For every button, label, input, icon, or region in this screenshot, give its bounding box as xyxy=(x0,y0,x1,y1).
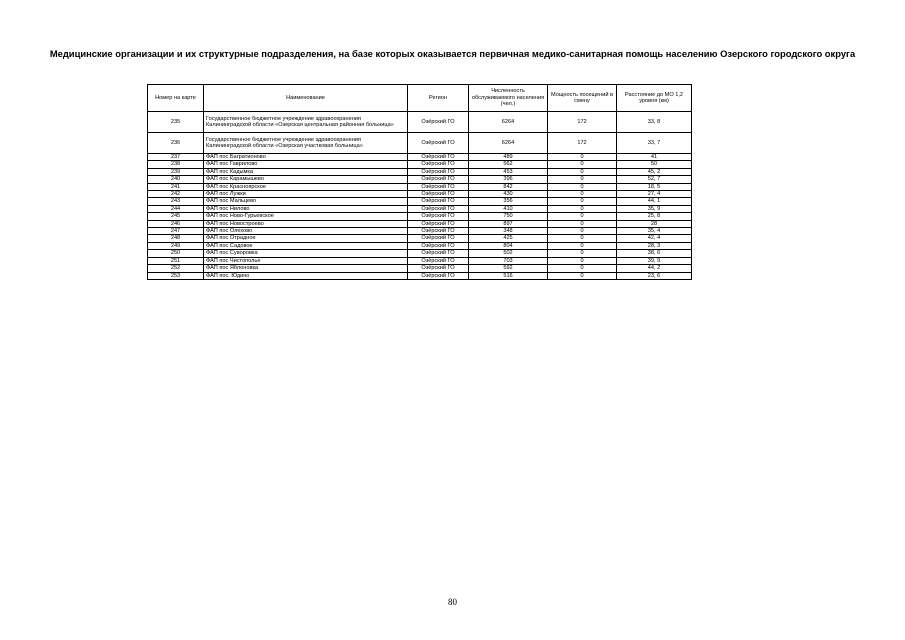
table-row xyxy=(148,250,692,257)
cell-region: Озёрский ГО xyxy=(408,257,469,264)
cell-population: 425 xyxy=(469,235,548,242)
cell-num: 242 xyxy=(148,191,204,198)
cell-name: ФАП пос. Юдино xyxy=(204,272,408,279)
cell-population: 489 xyxy=(469,154,548,161)
cell-region: Озёрский ГО xyxy=(408,161,469,168)
cell-region: Озёрский ГО xyxy=(408,250,469,257)
cell-region: Озёрский ГО xyxy=(408,198,469,205)
cell-distance: 45, 2 xyxy=(617,168,692,175)
cell-distance: 25, 8 xyxy=(617,213,692,220)
cell-population: 750 xyxy=(469,213,548,220)
cell-region: Озёрский ГО xyxy=(408,154,469,161)
cell-capacity: 0 xyxy=(548,161,617,168)
cell-distance: 50 xyxy=(617,161,692,168)
cell-capacity: 0 xyxy=(548,154,617,161)
cell-distance: 35, 4 xyxy=(617,228,692,235)
table-row xyxy=(148,154,692,161)
cell-population: 502 xyxy=(469,250,548,257)
cell-name: ФАП пос Кадымка xyxy=(204,168,408,175)
cell-num: 249 xyxy=(148,242,204,249)
cell-num: 241 xyxy=(148,183,204,190)
header-name: Наименование xyxy=(204,85,408,112)
cell-capacity: 0 xyxy=(548,205,617,212)
cell-num: 236 xyxy=(148,133,204,154)
cell-capacity: 0 xyxy=(548,272,617,279)
table-row xyxy=(148,265,692,272)
cell-num: 243 xyxy=(148,198,204,205)
cell-num: 240 xyxy=(148,176,204,183)
cell-region: Озёрский ГО xyxy=(408,213,469,220)
cell-population: 562 xyxy=(469,161,548,168)
table-row xyxy=(148,176,692,183)
cell-distance: 33, 7 xyxy=(617,133,692,154)
cell-num: 253 xyxy=(148,272,204,279)
cell-capacity: 0 xyxy=(548,265,617,272)
cell-distance: 23, 6 xyxy=(617,272,692,279)
cell-region: Озёрский ГО xyxy=(408,176,469,183)
table-row xyxy=(148,161,692,168)
cell-region: Озёрский ГО xyxy=(408,265,469,272)
cell-population: 703 xyxy=(469,257,548,264)
cell-region: Озёрский ГО xyxy=(408,272,469,279)
table-row xyxy=(148,242,692,249)
cell-capacity: 0 xyxy=(548,228,617,235)
cell-name: ФАП пос Чистополье xyxy=(204,257,408,264)
cell-distance: 38, 6 xyxy=(617,250,692,257)
cell-population: 516 xyxy=(469,272,548,279)
cell-population: 6264 xyxy=(469,133,548,154)
cell-distance: 52, 7 xyxy=(617,176,692,183)
table-row xyxy=(148,183,692,190)
cell-region: Озёрский ГО xyxy=(408,168,469,175)
table-row xyxy=(148,133,692,154)
header-distance: Расстояние до МО 1,2 уровня (км) xyxy=(617,85,692,112)
cell-distance: 35, 9 xyxy=(617,205,692,212)
cell-population: 897 xyxy=(469,220,548,227)
cell-name: ФАП пос Новостроево xyxy=(204,220,408,227)
cell-num: 247 xyxy=(148,228,204,235)
cell-population: 804 xyxy=(469,242,548,249)
cell-num: 252 xyxy=(148,265,204,272)
cell-region: Озёрский ГО xyxy=(408,191,469,198)
cell-name: ФАП пос Карамышево xyxy=(204,176,408,183)
cell-region: Озёрский ГО xyxy=(408,183,469,190)
cell-num: 248 xyxy=(148,235,204,242)
cell-population: 396 xyxy=(469,176,548,183)
cell-capacity: 0 xyxy=(548,183,617,190)
cell-name: ФАП пос Лужки xyxy=(204,191,408,198)
cell-capacity: 0 xyxy=(548,250,617,257)
cell-num: 251 xyxy=(148,257,204,264)
cell-distance: 18, 5 xyxy=(617,183,692,190)
cell-region: Озёрский ГО xyxy=(408,133,469,154)
cell-name: ФАП пос Олехово xyxy=(204,228,408,235)
table-row xyxy=(148,205,692,212)
cell-name: ФАП пос Багратионово xyxy=(204,154,408,161)
table-row xyxy=(148,198,692,205)
cell-capacity: 172 xyxy=(548,133,617,154)
cell-population: 348 xyxy=(469,228,548,235)
cell-region: Озёрский ГО xyxy=(408,112,469,133)
cell-distance: 28, 3 xyxy=(617,242,692,249)
table-row xyxy=(148,213,692,220)
cell-population: 410 xyxy=(469,205,548,212)
header-num: Номер на карте xyxy=(148,85,204,112)
cell-region: Озёрский ГО xyxy=(408,242,469,249)
cell-name: ФАП пос Гаврилово xyxy=(204,161,408,168)
page-title: Медицинские организации и их структурные подразделения, на базе которых оказывается первичная медико-санитарная помощь населению Озерского городского округа xyxy=(49,48,856,59)
cell-capacity: 0 xyxy=(548,198,617,205)
cell-distance: 27, 4 xyxy=(617,191,692,198)
table-row xyxy=(148,272,692,279)
cell-region: Озёрский ГО xyxy=(408,220,469,227)
cell-num: 239 xyxy=(148,168,204,175)
cell-name: ФАП пос Отрадное xyxy=(204,235,408,242)
cell-name: ФАП пос Красноярское xyxy=(204,183,408,190)
table-row xyxy=(148,191,692,198)
cell-capacity: 0 xyxy=(548,220,617,227)
cell-region: Озёрский ГО xyxy=(408,205,469,212)
cell-population: 356 xyxy=(469,198,548,205)
cell-num: 237 xyxy=(148,154,204,161)
table-row xyxy=(148,168,692,175)
cell-name: ФАП пос Нилово xyxy=(204,205,408,212)
cell-capacity: 0 xyxy=(548,176,617,183)
cell-distance: 44, 2 xyxy=(617,265,692,272)
cell-capacity: 0 xyxy=(548,213,617,220)
cell-population: 6264 xyxy=(469,112,548,133)
cell-population: 842 xyxy=(469,183,548,190)
table-row xyxy=(148,228,692,235)
cell-num: 245 xyxy=(148,213,204,220)
cell-capacity: 0 xyxy=(548,242,617,249)
cell-distance: 42, 4 xyxy=(617,235,692,242)
cell-capacity: 0 xyxy=(548,235,617,242)
cell-name: ФАП пос Суворовка xyxy=(204,250,408,257)
cell-capacity: 0 xyxy=(548,168,617,175)
cell-name: Государственное бюджетное учреждение здравоохранения Калининградской области «Озерская участковая больница» xyxy=(204,133,408,154)
header-capacity: Мощность посещений в смену xyxy=(548,85,617,112)
cell-num: 246 xyxy=(148,220,204,227)
cell-population: 592 xyxy=(469,265,548,272)
table-row xyxy=(148,112,692,133)
cell-name: ФАП пос Садовое xyxy=(204,242,408,249)
cell-distance: 44, 1 xyxy=(617,198,692,205)
page-number: 80 xyxy=(448,597,457,607)
cell-capacity: 172 xyxy=(548,112,617,133)
table-row xyxy=(148,235,692,242)
header-region: Регион xyxy=(408,85,469,112)
table-row xyxy=(148,257,692,264)
cell-distance: 28 xyxy=(617,220,692,227)
cell-distance: 39, 9 xyxy=(617,257,692,264)
cell-num: 235 xyxy=(148,112,204,133)
cell-capacity: 0 xyxy=(548,191,617,198)
table-row xyxy=(148,220,692,227)
table-header-row xyxy=(148,85,692,112)
cell-name: ФАП пос Ново-Гурьевское xyxy=(204,213,408,220)
cell-name: Государственное бюджетное учреждение здравоохранения Калининградской области «Озерская центральная районная больница» xyxy=(204,112,408,133)
cell-region: Озёрский ГО xyxy=(408,235,469,242)
cell-population: 453 xyxy=(469,168,548,175)
cell-num: 250 xyxy=(148,250,204,257)
cell-num: 244 xyxy=(148,205,204,212)
cell-name: ФАП пос Мальцево xyxy=(204,198,408,205)
header-population: Численность обслуживаемого населения (чел.) xyxy=(469,85,548,112)
cell-region: Озёрский ГО xyxy=(408,228,469,235)
cell-distance: 33, 8 xyxy=(617,112,692,133)
cell-population: 430 xyxy=(469,191,548,198)
cell-capacity: 0 xyxy=(548,257,617,264)
cell-name: ФАП пос Яблоновка xyxy=(204,265,408,272)
cell-num: 238 xyxy=(148,161,204,168)
cell-distance: 41 xyxy=(617,154,692,161)
medical-organizations-table xyxy=(147,84,692,280)
